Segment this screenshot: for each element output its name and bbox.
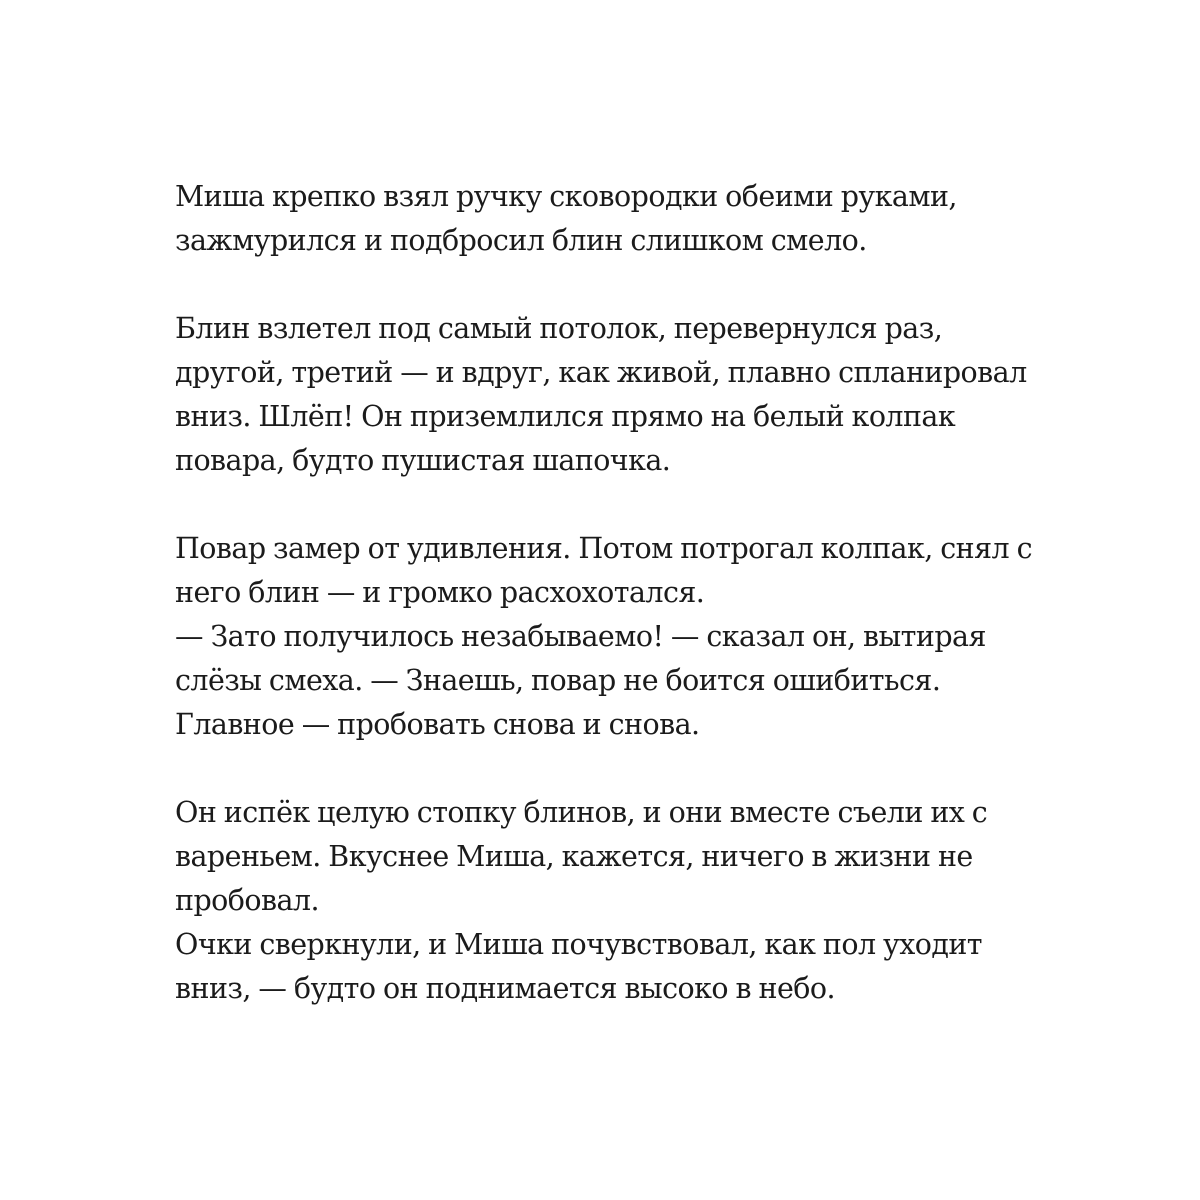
paragraph-1 [175, 175, 1095, 263]
text-line: слёзы смеха. — Знаешь, повар не боится ошибиться. [175, 664, 941, 697]
text-line: Главное — пробовать снова и снова. [175, 708, 700, 741]
text-line: Очки сверкнули, и Миша почувствовал, как пол уходит [175, 928, 983, 961]
text-line: зажмурился и подбросил блин слишком смело. [175, 224, 867, 257]
text-line: вниз. Шлёп! Он приземлился прямо на белый колпак [175, 400, 956, 433]
paragraph-3 [175, 527, 1095, 747]
text-line: Он испёк целую стопку блинов, и они вместе съели их с [175, 796, 988, 829]
paragraph-4 [175, 791, 1095, 1011]
text-line: другой, третий — и вдруг, как живой, плавно спланировал [175, 356, 1027, 389]
text-line: повара, будто пушистая шапочка. [175, 444, 671, 477]
text-line: Повар замер от удивления. Потом потрогал колпак, снял с [175, 532, 1033, 565]
text-line: — Зато получилось незабываемо! — сказал он, вытирая [175, 620, 986, 653]
paragraph-spacer [175, 263, 1095, 307]
paragraph-spacer [175, 483, 1095, 527]
paragraph-spacer [175, 747, 1095, 791]
story-text [175, 175, 1095, 1011]
text-line: Миша крепко взял ручку сковородки обеими руками, [175, 180, 957, 213]
text-line: вареньем. Вкуснее Миша, кажется, ничего в жизни не [175, 840, 973, 873]
text-line: него блин — и громко расхохотался. [175, 576, 705, 609]
paragraph-2 [175, 307, 1095, 483]
text-line: вниз, — будто он поднимается высоко в небо. [175, 972, 835, 1005]
text-line: Блин взлетел под самый потолок, перевернулся раз, [175, 312, 943, 345]
text-line: пробовал. [175, 884, 319, 917]
